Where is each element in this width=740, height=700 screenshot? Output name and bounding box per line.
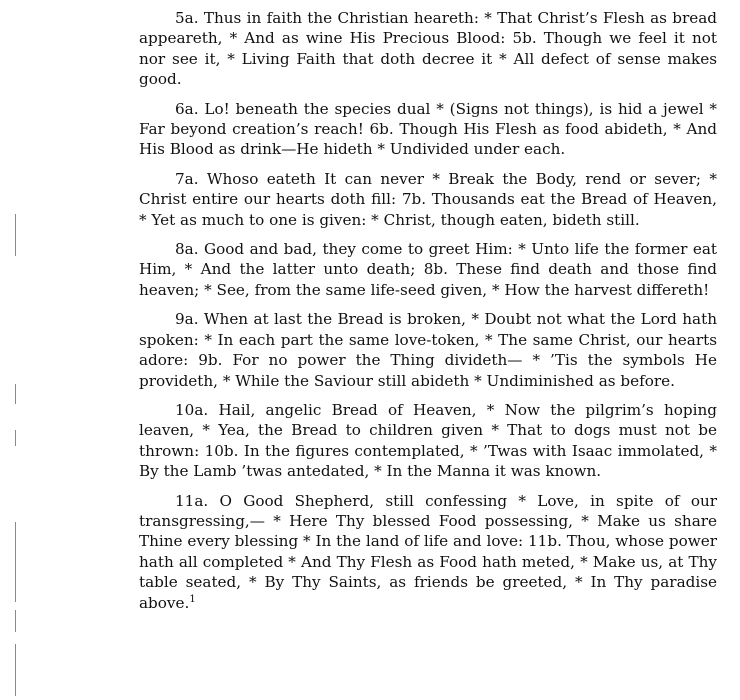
margin-mark: [15, 644, 16, 696]
margin-mark: [15, 522, 16, 602]
stanza-8-text: 8a. Good and bad, they come to greet Him: * Unto life the former eat Him, * And the latter unto death; 8b. These find death and those find heaven; * See, from the same life-seed given, * How the harvest differeth!: [139, 240, 717, 299]
footnote-mark: 1: [189, 593, 196, 605]
stanza-10-text: 10a. Hail, angelic Bread of Heaven, * Now the pilgrim’s hoping leaven, * Yea, the Bread to children given * That to dogs must not be thrown: 10b. In the figures contemplated, * ’Twas with Isaac immolated, * By the Lamb ’twas antedated, * In the Manna it was known.: [139, 400, 717, 481]
margin-mark: [15, 610, 16, 632]
stanza-7: [139, 169, 717, 230]
stanza-6-text: 6a. Lo! beneath the species dual * (Signs not things), is hid a jewel * Far beyond creation’s reach! 6b. Though His Flesh as food abideth, * And His Blood as drink—He hideth * Undivided under each.: [139, 99, 717, 159]
stanza-10: [139, 400, 717, 482]
stanza-11-text: 11a. O Good Shepherd, still confessing * Love, in spite of our transgressing,— * Here Thy blessed Food possessing, * Make us share Thine every blessing * In the land of life and love: 11b. Thou, whose power hath all completed * And Thy Flesh as Food hath meted, * Make us, at Thy table seated, * By Thy Saints, as friends be greeted, * In Thy paradise above.: [139, 491, 717, 612]
stanza-5-text: 5a. Thus in faith the Christian heareth: * That Christ’s Flesh as bread appeareth, * And as wine His Precious Blood: 5b. Though we feel it not nor see it, * Living Faith that doth decree it * All defect of sense makes good.: [139, 9, 717, 89]
stanza-11: [139, 491, 717, 613]
stanza-5: [139, 8, 717, 90]
stanza-7-text: 7a. Whoso eateth It can never * Break the Body, rend or sever; * Christ entire our hearts doth fill: 7b. Thousands eat the Bread of Heaven, * Yet as much to one is given: * Christ, though eaten, bideth still.: [139, 169, 717, 229]
stanza-6: [139, 99, 717, 160]
stanza-9: [139, 309, 717, 391]
margin-mark: [15, 384, 16, 404]
margin-mark: [15, 430, 16, 446]
hymn-text: [139, 8, 717, 622]
margin-mark: [15, 214, 16, 256]
stanza-8: [139, 239, 717, 300]
stanza-9-text: 9a. When at last the Bread is broken, * Doubt not what the Lord hath spoken: * In each part the same love-token, * The same Christ, our hearts adore: 9b. For no power the Thing divideth— * ’Tis the symbols He provideth, * While the Saviour still abideth * Undiminished as before.: [139, 310, 717, 390]
